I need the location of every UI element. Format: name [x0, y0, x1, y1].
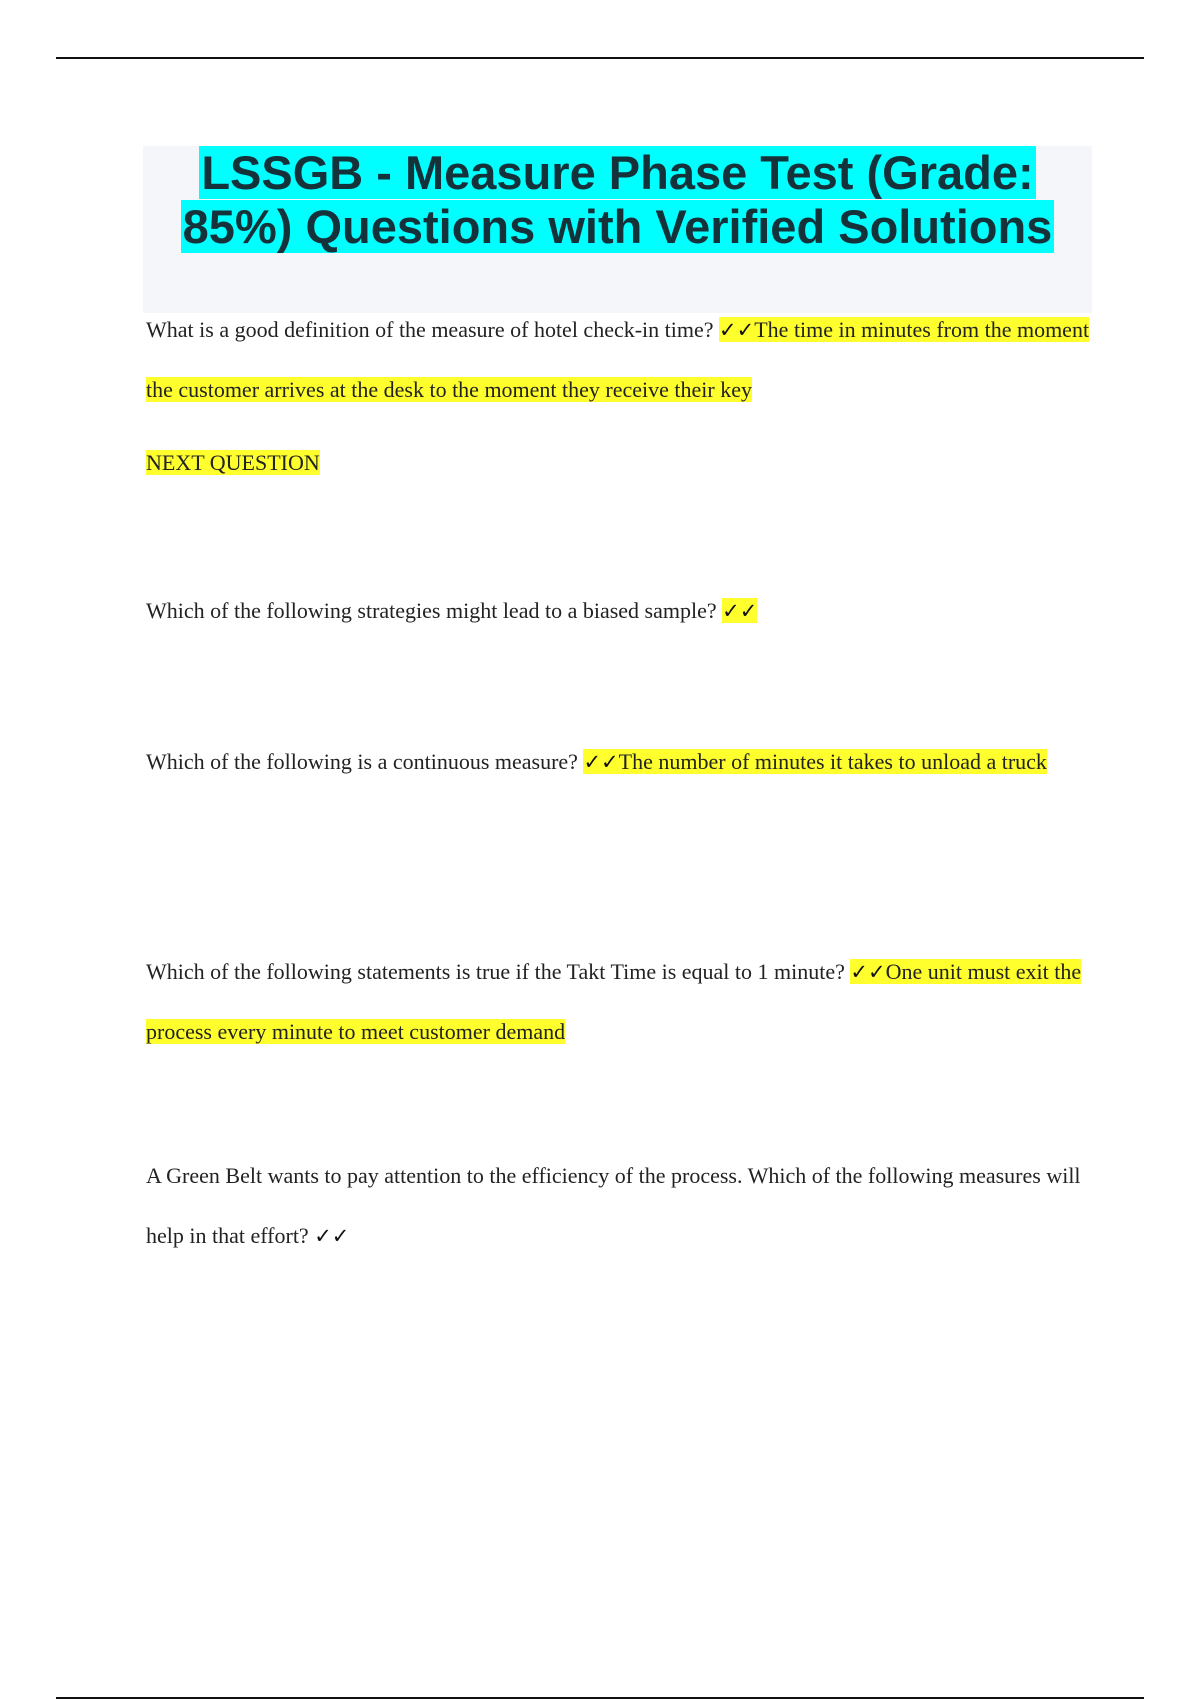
- double-check-icon: ✓✓: [850, 960, 886, 984]
- question-item-5: [146, 1146, 1106, 1266]
- double-check-icon: ✓✓: [722, 599, 758, 623]
- answer-text: One unit must exit the process every minute to meet customer demand: [146, 959, 1082, 1044]
- document-title: [143, 146, 1092, 254]
- question-text: Which of the following strategies might lead to a biased sample?: [146, 598, 717, 623]
- header-rule: [56, 57, 1144, 59]
- title-highlight: LSSGB - Measure Phase Test (Grade: 85%) Questions with Verified Solutions: [182, 146, 1053, 253]
- answer-text: The time in minutes from the moment the customer arrives at the desk to the moment they receive their key: [146, 317, 1090, 402]
- question-text: A Green Belt wants to pay attention to the efficiency of the process. Which of the following measures will help in that effort?: [146, 1163, 1081, 1248]
- question-item-1: [146, 300, 1106, 420]
- question-item-2: [146, 581, 1106, 641]
- double-check-icon: ✓✓: [583, 750, 619, 774]
- question-text: Which of the following is a continuous measure?: [146, 749, 578, 774]
- answer-highlight: [722, 598, 757, 623]
- question-item-3: [146, 732, 1106, 792]
- next-question-marker: [146, 433, 1106, 493]
- double-check-icon: ✓✓: [719, 318, 755, 342]
- question-item-4: [146, 942, 1106, 1062]
- answer-text: The number of minutes it takes to unload a truck: [618, 749, 1047, 774]
- double-check-icon: ✓✓: [314, 1224, 350, 1248]
- question-text: What is a good definition of the measure of hotel check-in time?: [146, 317, 714, 342]
- question-text: Which of the following statements is true if the Takt Time is equal to 1 minute?: [146, 959, 845, 984]
- next-question-label: NEXT QUESTION: [146, 450, 320, 475]
- answer-highlight: [583, 749, 1046, 774]
- footer-rule: [56, 1697, 1144, 1699]
